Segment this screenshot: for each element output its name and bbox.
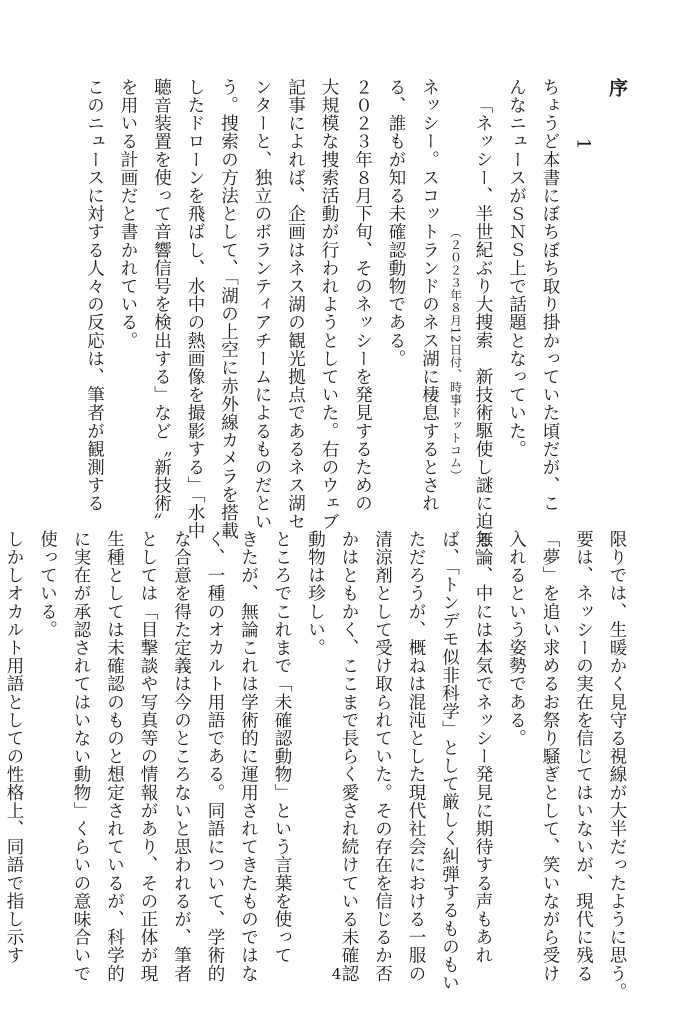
text-line: ちょうど本書にぼちぼち取り掛かっていた頃だが、こ bbox=[540, 78, 560, 513]
text-line: 使っている。 bbox=[37, 530, 58, 639]
text-line: ネッシー。スコットランドのネス湖に棲息するとされ bbox=[419, 78, 440, 513]
text-line: 動物は珍しい。 bbox=[305, 530, 326, 657]
source-citation: （２０２３年８月12日付、時事ドットコム） bbox=[448, 226, 463, 482]
text-line: んなニュースがＳＮＳ上で話題となっていた。 bbox=[506, 78, 527, 459]
text-line: う。捜索の方法として、「湖の上空に赤外線カメラを搭載 bbox=[218, 78, 239, 540]
text-line: 記事によれば、企画はネス湖の観光拠点であるネス湖セ bbox=[285, 78, 306, 531]
text-line: このニュースに対する人々の反応は、筆者が観測する bbox=[84, 78, 105, 513]
text-line: ところでこれまで「未確認動物」という言葉を使って bbox=[272, 530, 292, 965]
text-line: 「夢」を追い求めるお祭り騒ぎとして、笑いながら受け bbox=[540, 530, 560, 983]
section-heading: 序 bbox=[606, 78, 628, 98]
text-line: 無論、中には本気でネッシー発見に期待する声もあれ bbox=[473, 530, 493, 965]
text-line: く、一種のオカルト用語である。同語について、学術的 bbox=[205, 530, 225, 983]
text-line: な合意を得た定義は今のところないと思われるが、筆者 bbox=[171, 530, 192, 983]
text-line: 清涼剤として受け取られていた。その存在を信じるか否 bbox=[372, 530, 393, 983]
text-line: ２０２３年８月下旬、そのネッシーを発見するための bbox=[352, 78, 373, 513]
text-line: る、誰もが知る未確認動物である。 bbox=[386, 78, 406, 368]
text-line: を用いる計画だと書かれている。 bbox=[118, 78, 138, 350]
text-line: しかしオカルト用語としての性格上、同語で指し示す bbox=[4, 530, 24, 965]
text-line: ンターと、独立のボランティアチームによるものだとい bbox=[252, 78, 272, 531]
text-line: としては「目撃談や写真等の情報があり、その正体が現 bbox=[138, 530, 158, 983]
text-line: ただろうが、概ねは混沌とした現代社会における一服の bbox=[406, 530, 426, 983]
text-line: ば、「トンデモ似非科学」として厳しく糾弾するものもい bbox=[439, 530, 460, 992]
text-line: 要は、ネッシーの実在を信じてはいないが、現代に残る bbox=[573, 530, 594, 983]
page-number: 4 bbox=[331, 965, 342, 983]
text-line: したドローンを飛ばし、水中の熱画像を撮影する」「水中 bbox=[185, 78, 205, 540]
text-line: 限りでは、生暖かく見守る視線が大半だったように思う。 bbox=[607, 530, 627, 1001]
lower-text-block bbox=[0, 530, 633, 1001]
text-line: かはともかく、ここまで長らく愛され続けている未確認 bbox=[339, 530, 359, 983]
chapter-number: 1 bbox=[572, 138, 594, 151]
quoted-headline: 「ネッシー、半世紀ぶり大捜索 新技術駆使し謎に迫る」 bbox=[473, 96, 493, 567]
text-line: 聴音装置を使って音響信号を検出する」など〝新技術〟 bbox=[151, 78, 172, 531]
text-line: 生種としては未確認のものと想定されているが、科学的 bbox=[104, 530, 125, 983]
text-line: に実在が承認されてはいない動物」くらいの意味合いで bbox=[71, 530, 91, 983]
text-line: きたが、無論これは学術的に運用されてきたものではな bbox=[238, 530, 259, 983]
upper-text-block bbox=[77, 78, 633, 567]
text-line: 入れるという姿勢である。 bbox=[506, 530, 527, 748]
text-line: 大規模な捜索活動が行われようとしていた。右のウェブ bbox=[319, 78, 339, 531]
